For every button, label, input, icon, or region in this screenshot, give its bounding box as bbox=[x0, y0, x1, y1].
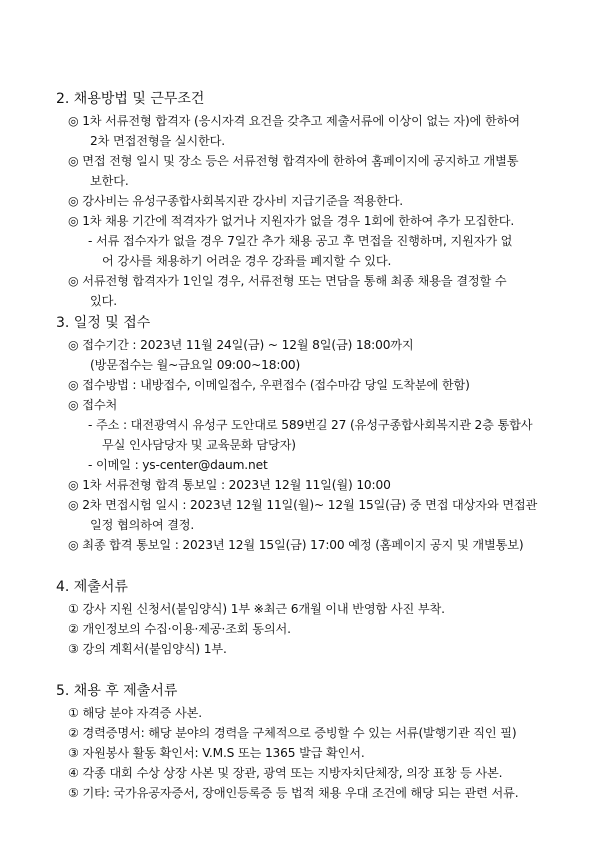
section-4-line-3: ③ 강의 계획서(붙임양식) 1부. bbox=[68, 642, 227, 656]
section-2-line-8: 어 강사를 채용하기 어려운 경우 강좌를 폐지할 수 있다. bbox=[102, 254, 392, 268]
section-3-line-6: 무실 인사담당자 및 교육문화 담당자) bbox=[102, 438, 296, 452]
section-3-line-3: ◎ 접수방법 : 내방접수, 이메일접수, 우편접수 (접수마감 당일 도착분에 한함) bbox=[68, 378, 470, 392]
section-heading-3: 3. 일정 및 접수 bbox=[56, 315, 151, 331]
section-3-line-8: ◎ 1차 서류전형 합격 통보일 : 2023년 12월 11일(월) 10:00 bbox=[68, 478, 391, 492]
section-2-line-7: - 서류 접수자가 없을 경우 7일간 추가 채용 공고 후 면접을 진행하며, 지원자가 없 bbox=[88, 234, 513, 248]
section-2-line-6: ◎ 1차 채용 기간에 적격자가 없거나 지원자가 없을 경우 1회에 한하여 추가 모집한다. bbox=[68, 214, 515, 228]
section-3-line-7: - 이메일 : ys-center@daum.net bbox=[88, 458, 268, 472]
section-4-line-2: ② 개인정보의 수집·이용·제공·조회 동의서. bbox=[68, 622, 291, 636]
section-2-line-3: ◎ 면접 전형 일시 및 장소 등은 서류전형 합격자에 한하여 홈페이지에 공지하고 개별통 bbox=[68, 154, 519, 168]
section-2-line-10: 있다. bbox=[90, 294, 117, 308]
section-3-line-10: 일정 협의하여 결정. bbox=[90, 518, 195, 532]
section-heading-5: 5. 채용 후 제출서류 bbox=[56, 683, 178, 699]
section-2-line-4: 보한다. bbox=[90, 174, 129, 188]
section-3-line-5: - 주소 : 대전광역시 유성구 도안대로 589번길 27 (유성구종합사회복지관 2층 통합사 bbox=[88, 418, 533, 432]
section-3-line-9: ◎ 2차 면접시험 일시 : 2023년 12월 11일(월)~ 12월 15일(금) 중 면접 대상자와 면접관 bbox=[68, 498, 538, 512]
section-3-line-4: ◎ 접수처 bbox=[68, 398, 118, 412]
section-5-line-2: ② 경력증명서: 해당 분야의 경력을 구체적으로 증빙할 수 있는 서류(발행기관 직인 필) bbox=[68, 726, 517, 740]
section-heading-4: 4. 제출서류 bbox=[56, 579, 128, 595]
section-2-line-5: ◎ 강사비는 유성구종합사회복지관 강사비 지급기준을 적용한다. bbox=[68, 194, 404, 208]
section-3-line-11: ◎ 최종 합격 통보일 : 2023년 12월 15일(금) 17:00 예정 (홈페이지 공지 및 개별통보) bbox=[68, 538, 524, 552]
section-5-line-5: ⑤ 기타: 국가유공자증서, 장애인등록증 등 법적 채용 우대 조건에 해당 되는 관련 서류. bbox=[68, 786, 519, 800]
section-5-line-3: ③ 자원봉사 활동 확인서: V.M.S 또는 1365 발급 확인서. bbox=[68, 746, 365, 760]
section-heading-2: 2. 채용방법 및 근무조건 bbox=[56, 91, 205, 107]
section-2-line-2: 2차 면접전형을 실시한다. bbox=[90, 134, 226, 148]
section-2-line-1: ◎ 1차 서류전형 합격자 (응시자격 요건을 갖추고 제출서류에 이상이 없는 자)에 한하여 bbox=[68, 114, 520, 128]
section-5-line-1: ① 해당 분야 자격증 사본. bbox=[68, 706, 203, 720]
section-4-line-1: ① 강사 지원 신청서(붙임양식) 1부 ※최근 6개월 이내 반영함 사진 부착. bbox=[68, 602, 445, 616]
section-3-line-1: ◎ 접수기간 : 2023년 11월 24일(금) ~ 12월 8일(금) 18:00까지 bbox=[68, 338, 414, 352]
section-5-line-4: ④ 각종 대회 수상 상장 사본 및 장관, 광역 또는 지방자치단체장, 의장 표창 등 사본. bbox=[68, 766, 503, 780]
section-3-line-2: (방문접수는 월~금요일 09:00~18:00) bbox=[90, 358, 301, 372]
section-2-line-9: ◎ 서류전형 합격자가 1인일 경우, 서류전형 또는 면담을 통해 최종 채용을 결정할 수 bbox=[68, 274, 507, 288]
